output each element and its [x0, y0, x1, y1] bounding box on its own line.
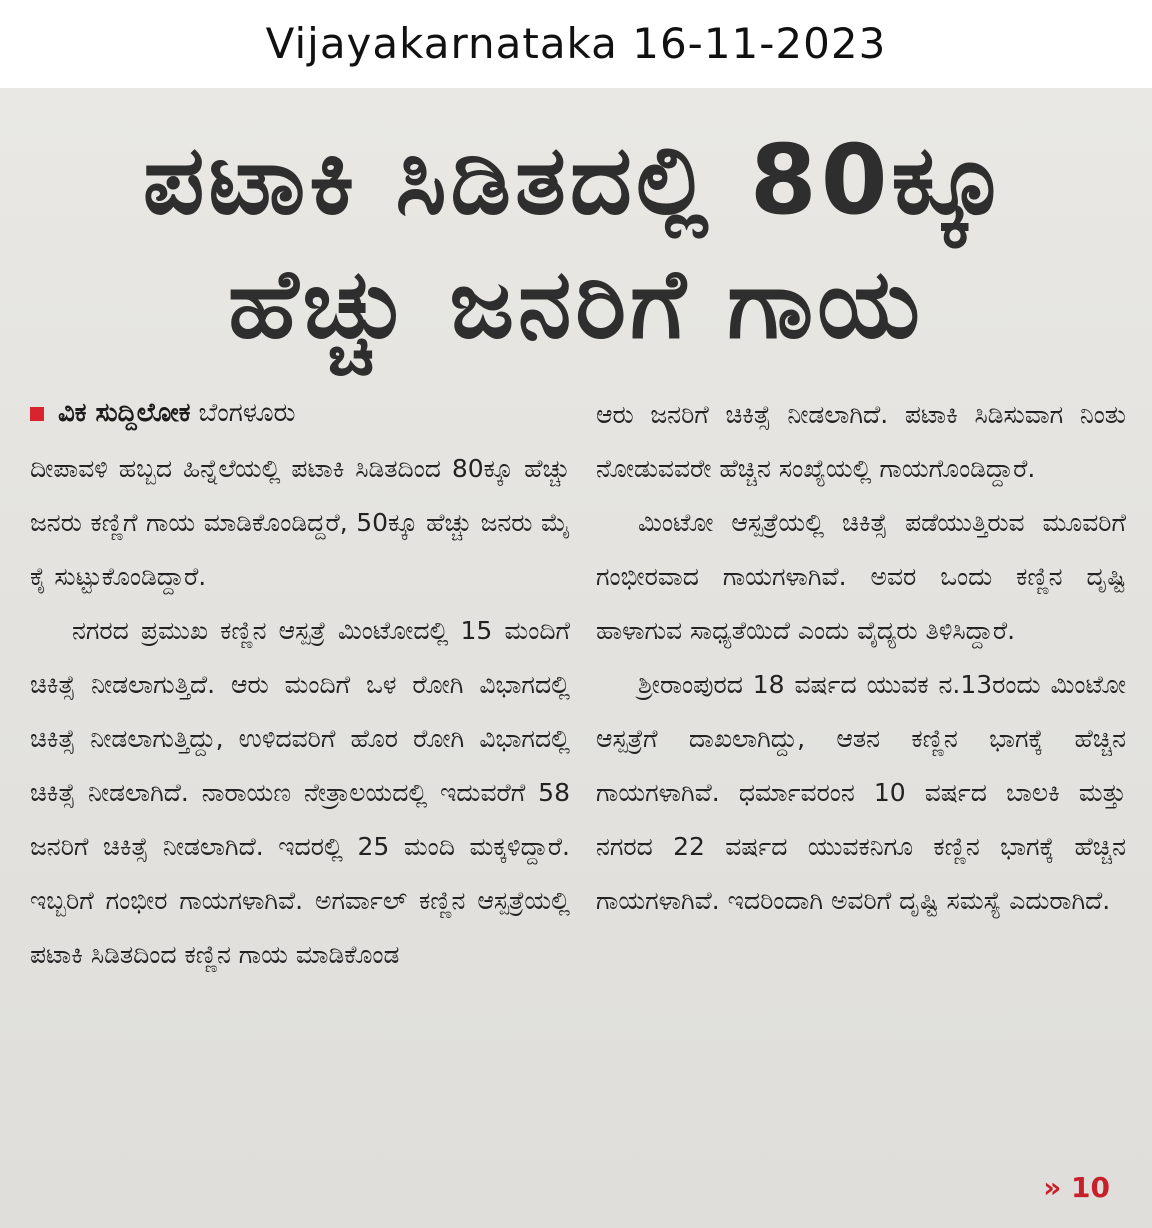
- paragraph: ದೀಪಾವಳಿ ಹಬ್ಬದ ಹಿನ್ನೆಲೆಯಲ್ಲಿ ಪಟಾಕಿ ಸಿಡಿತದಿಂದ 80ಕ್ಕೂ ಹೆಚ್ಚು ಜನರು ಕಣ್ಣಿಗೆ ಗಾಯ ಮಾಡಿಕೊಂಡಿದ್ದರೆ, 50ಕ್ಕೂ ಹೆಚ್ಚು ಜನರು ಮೈ ಕೈ ಸುಟ್ಟುಕೊಂಡಿದ್ದಾರೆ.: [30, 454, 570, 591]
- article-column-right: [596, 388, 1126, 928]
- headline: [0, 118, 1152, 366]
- newspaper-clipping: [0, 88, 1152, 1228]
- headline-line-2: ಹೆಚ್ಚು ಜನರಿಗೆ ಗಾಯ: [228, 248, 924, 360]
- paragraph: ಮಿಂಟೋ ಆಸ್ಪತ್ರೆಯಲ್ಲಿ ಚಿಕಿತ್ಸೆ ಪಡೆಯುತ್ತಿರುವ ಮೂವರಿಗೆ ಗಂಭೀರವಾದ ಗಾಯಗಳಾಗಿವೆ. ಅವರ ಒಂದು ಕಣ್ಣಿನ ದೃಷ್ಟಿ ಹಾಳಾಗುವ ಸಾಧ್ಯತೆಯಿದೆ ಎಂದು ವೈದ್ಯರು ತಿಳಿಸಿದ್ದಾರೆ.: [596, 508, 1126, 645]
- paragraph: ಶ್ರೀರಾಂಪುರದ 18 ವರ್ಷದ ಯುವಕ ನ.13ರಂದು ಮಿಂಟೋ ಆಸ್ಪತ್ರೆಗೆ ದಾಖಲಾಗಿದ್ದು, ಆತನ ಕಣ್ಣಿನ ಭಾಗಕ್ಕೆ ಹೆಚ್ಚಿನ ಗಾಯಗಳಾಗಿವೆ. ಧರ್ಮಾವರಂನ 10 ವರ್ಷದ ಬಾಲಕಿ ಮತ್ತು ನಗರದ 22 ವರ್ಷದ ಯುವಕನಿಗೂ ಕಣ್ಣಿನ ಭಾಗಕ್ಕೆ ಹೆಚ್ಚಿನ ಗಾಯಗಳಾಗಿವೆ. ಇದರಿಂದಾಗಿ ಅವರಿಗೆ ದೃಷ್ಟಿ ಸಮಸ್ಯೆ ಎದುರಾಗಿದೆ.: [596, 670, 1126, 915]
- byline-bullet-icon: [30, 407, 44, 421]
- byline-source: ವಿಕ ಸುದ್ದಿಲೋಕ: [58, 398, 191, 428]
- headline-line-1: ಪಟಾಕಿ ಸಿಡಿತದಲ್ಲಿ 80ಕ್ಕೂ: [142, 124, 1010, 236]
- byline-place: ಬೆಂಗಳೂರು: [198, 398, 296, 428]
- paragraph: ಆರು ಜನರಿಗೆ ಚಿಕಿತ್ಸೆ ನೀಡಲಾಗಿದೆ. ಪಟಾಕಿ ಸಿಡಿಸುವಾಗ ನಿಂತು ನೋಡುವವರೇ ಹೆಚ್ಚಿನ ಸಂಖ್ಯೆಯಲ್ಲಿ ಗಾಯಗೊಂಡಿದ್ದಾರೆ.: [596, 400, 1126, 483]
- paragraph: ನಗರದ ಪ್ರಮುಖ ಕಣ್ಣಿನ ಆಸ್ಪತ್ರೆ ಮಿಂಟೋದಲ್ಲಿ 15 ಮಂದಿಗೆ ಚಿಕಿತ್ಸೆ ನೀಡಲಾಗುತ್ತಿದೆ. ಆರು ಮಂದಿಗೆ ಒಳ ರೋಗಿ ವಿಭಾಗದಲ್ಲಿ ಚಿಕಿತ್ಸೆ ನೀಡಲಾಗುತ್ತಿದ್ದು, ಉಳಿದವರಿಗೆ ಹೊರ ರೋಗಿ ವಿಭಾಗದಲ್ಲಿ ಚಿಕಿತ್ಸೆ ನೀಡಲಾಗಿದೆ. ನಾರಾಯಣ ನೇತ್ರಾಲಯದಲ್ಲಿ ಇದುವರೆಗೆ 58 ಜನರಿಗೆ ಚಿಕಿತ್ಸೆ ನೀಡಲಾಗಿದೆ. ಇದರಲ್ಲಿ 25 ಮಂದಿ ಮಕ್ಕಳಿದ್ದಾರೆ. ಇಬ್ಬರಿಗೆ ಗಂಭೀರ ಗಾಯಗಳಾಗಿವೆ. ಅಗರ್ವಾಲ್ ಕಣ್ಣಿನ ಆಸ್ಪತ್ರೆಯಲ್ಲಿ ಪಟಾಕಿ ಸಿಡಿತದಿಂದ ಕಣ್ಣಿನ ಗಾಯ ಮಾಡಿಕೊಂಡ: [30, 616, 570, 969]
- image-caption: Vijayakarnataka 16-11-2023: [0, 0, 1152, 88]
- article-column-left: [30, 442, 570, 982]
- continued-page-marker: » 10: [1043, 1171, 1110, 1204]
- byline: [30, 394, 570, 432]
